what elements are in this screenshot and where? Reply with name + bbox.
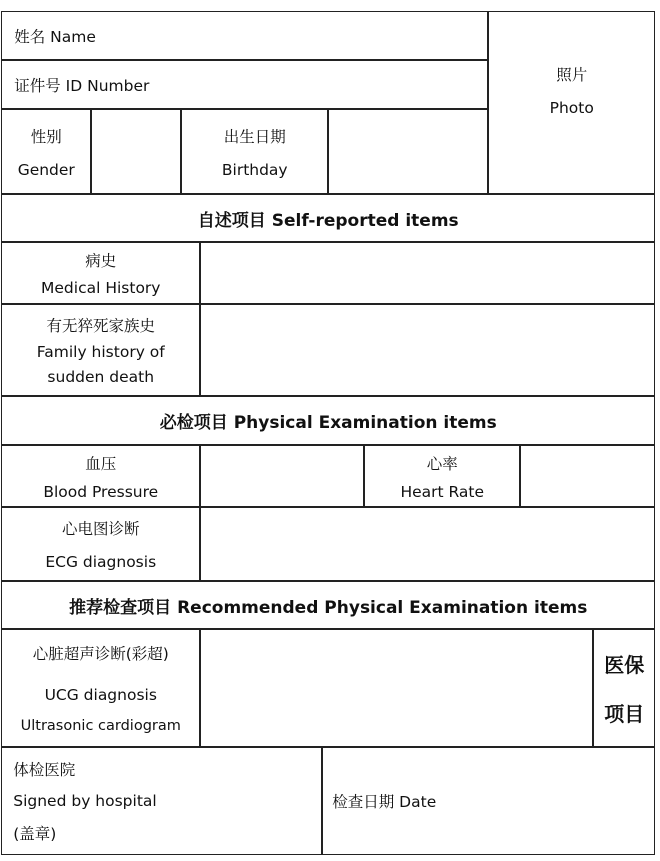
hospital-signature-cell[interactable] (1, 747, 322, 855)
medical-history-en: Medical History (41, 279, 161, 298)
insurance-line2: 项目 (604, 702, 645, 727)
ucg-label-cell (1, 629, 200, 747)
family-history-en-line1: Family history of (36, 343, 165, 362)
birthday-label-cell (181, 109, 328, 194)
self-reported-heading: 自述项目 Self-reported items (1, 194, 655, 242)
insurance-line1: 医保 (604, 653, 645, 678)
recommended-heading: 推荐检查项目 Recommended Physical Examination items (1, 581, 655, 629)
ucg-en-line2: Ultrasonic cardiogram (20, 718, 181, 735)
gender-label-cell (1, 109, 91, 194)
gender-value-field[interactable] (91, 109, 181, 194)
gender-label-en: Gender (17, 160, 75, 179)
birthday-label-en: Birthday (221, 160, 288, 179)
blood-pressure-en: Blood Pressure (43, 482, 159, 501)
ecg-zh: 心电图诊断 (61, 520, 140, 539)
hospital-zh: 体检医院 (13, 761, 76, 780)
photo-label-en: Photo (549, 98, 594, 117)
family-history-zh: 有无猝死家族史 (46, 317, 155, 336)
check-date-label: 检查日期 Date (332, 793, 437, 812)
birthday-label-zh: 出生日期 (223, 127, 286, 146)
check-date-field[interactable] (322, 747, 655, 855)
family-history-en-line2: sudden death (47, 368, 155, 387)
ucg-en-line1: UCG diagnosis (44, 686, 157, 705)
heart-rate-en: Heart Rate (400, 482, 485, 501)
birthday-value-field[interactable] (328, 109, 488, 194)
photo-label-zh: 照片 (556, 65, 588, 84)
hospital-seal: (盖章) (13, 825, 57, 844)
name-label: 姓名 Name (14, 27, 96, 46)
family-history-label-cell (1, 304, 200, 396)
physical-exam-heading: 必检项目 Physical Examination items (1, 396, 655, 445)
ecg-en: ECG diagnosis (45, 553, 157, 572)
id-number-label: 证件号 ID Number (14, 76, 150, 95)
id-number-field[interactable] (1, 60, 488, 109)
name-field[interactable] (1, 11, 488, 60)
blood-pressure-label-cell (1, 445, 200, 507)
ucg-field[interactable] (200, 629, 593, 747)
family-history-field[interactable] (200, 304, 655, 396)
medical-history-label-cell (1, 242, 200, 304)
blood-pressure-field[interactable] (200, 445, 364, 507)
photo-box[interactable] (488, 11, 655, 194)
medical-history-zh: 病史 (85, 252, 117, 271)
heart-rate-field[interactable] (520, 445, 655, 507)
ecg-field[interactable] (200, 507, 655, 581)
medical-history-field[interactable] (200, 242, 655, 304)
heart-rate-label-cell (364, 445, 520, 507)
ecg-label-cell (1, 507, 200, 581)
insurance-item-tag (593, 629, 655, 747)
hospital-en: Signed by hospital (13, 792, 157, 811)
heart-rate-zh: 心率 (426, 454, 458, 473)
gender-label-zh: 性别 (30, 127, 62, 146)
blood-pressure-zh: 血压 (85, 454, 117, 473)
ucg-zh: 心脏超声诊断(彩超) (32, 645, 169, 664)
